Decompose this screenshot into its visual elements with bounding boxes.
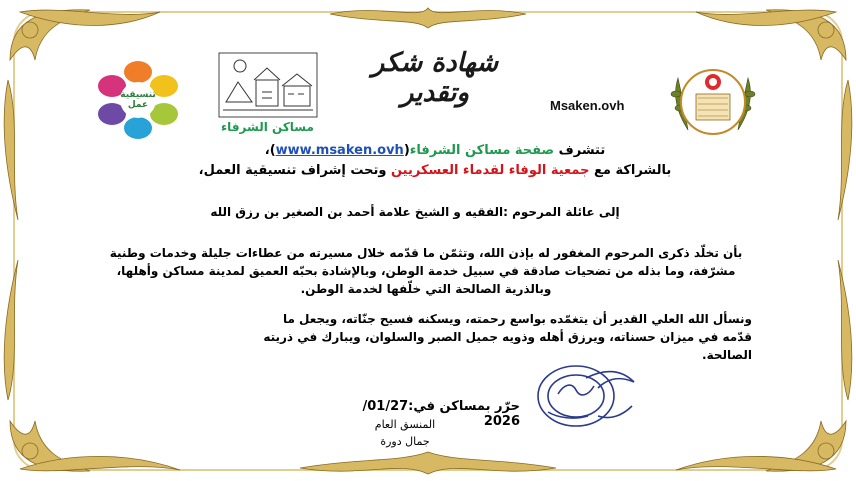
intro-line1-suffix: ، <box>264 143 270 158</box>
site-label: Msaken.ovh <box>550 98 625 113</box>
stamp-seal-icon <box>528 356 638 430</box>
site-link[interactable]: www.msaken.ovh <box>275 143 404 158</box>
page-name: صفحة مساكن الشرفاء <box>409 143 555 158</box>
official-stamp <box>528 356 638 430</box>
flower-logo <box>92 58 184 140</box>
caption-msaken: مساكن الشرفاء <box>221 120 314 134</box>
association-name: جمعية الوفاء لقدماء العسكريين <box>390 163 590 178</box>
body-paragraph-1: بأن تخلّد ذكرى المرحوم المغفور له بإذن الله، وتثمّن ما قدّمه خلال مسيرته من عطاءات جليلة وخدمات وطنية مشرّفة، وما بذله من تضحيات صادقة في سبيل خدمة الوطن، وبالإشادة بحبّه العميق لمدينة مساكن وأهلها، وبالذرية الصالحة التي خلّفها لخدمة الوطن. <box>109 246 743 296</box>
partnership-prefix: بالشراكة مع <box>593 163 672 178</box>
intro-line-1: تتشرف صفحة مساكن الشرفاء(www.msaken.ovh)، <box>264 143 606 158</box>
laurel-emblem-icon <box>662 58 764 146</box>
supervision-text: وتحت إشراف تنسيقية العمل، <box>198 163 387 178</box>
certificate-title-calligraphy: شهادة شكر وتقدير <box>371 48 499 108</box>
recipient-line: إلى عائلة المرحوم :الفقيه و الشيخ علامة أحمد بن الصغير بن رزق الله <box>210 205 620 219</box>
body-paragraph-2: ونسأل الله العلي القدير أن يتغمّده بواسع رحمته، ويسكنه فسيح جنّاته، ويجعل ما قدّمه في ميزان حسناته، ويرزق أهله وذويه جميل الصبر والسلوان، ويبارك في ذريته الصالحة. <box>263 312 752 362</box>
intro-line-2 <box>170 162 700 180</box>
top-center-ornament <box>330 8 526 28</box>
msaken-sketch-image <box>218 52 318 118</box>
flower-logo-text: تنسيقية عمل <box>120 90 156 110</box>
coordinator-name: جمال دورة <box>380 435 430 448</box>
association-emblem <box>662 58 764 146</box>
intro-prefix: تتشرف <box>558 143 606 158</box>
coordinator-role: المنسق العام <box>374 418 436 431</box>
bottom-center-ornament <box>300 452 556 474</box>
date-line: حرّر بمساكن في:01/27/ 2026 <box>362 399 520 429</box>
